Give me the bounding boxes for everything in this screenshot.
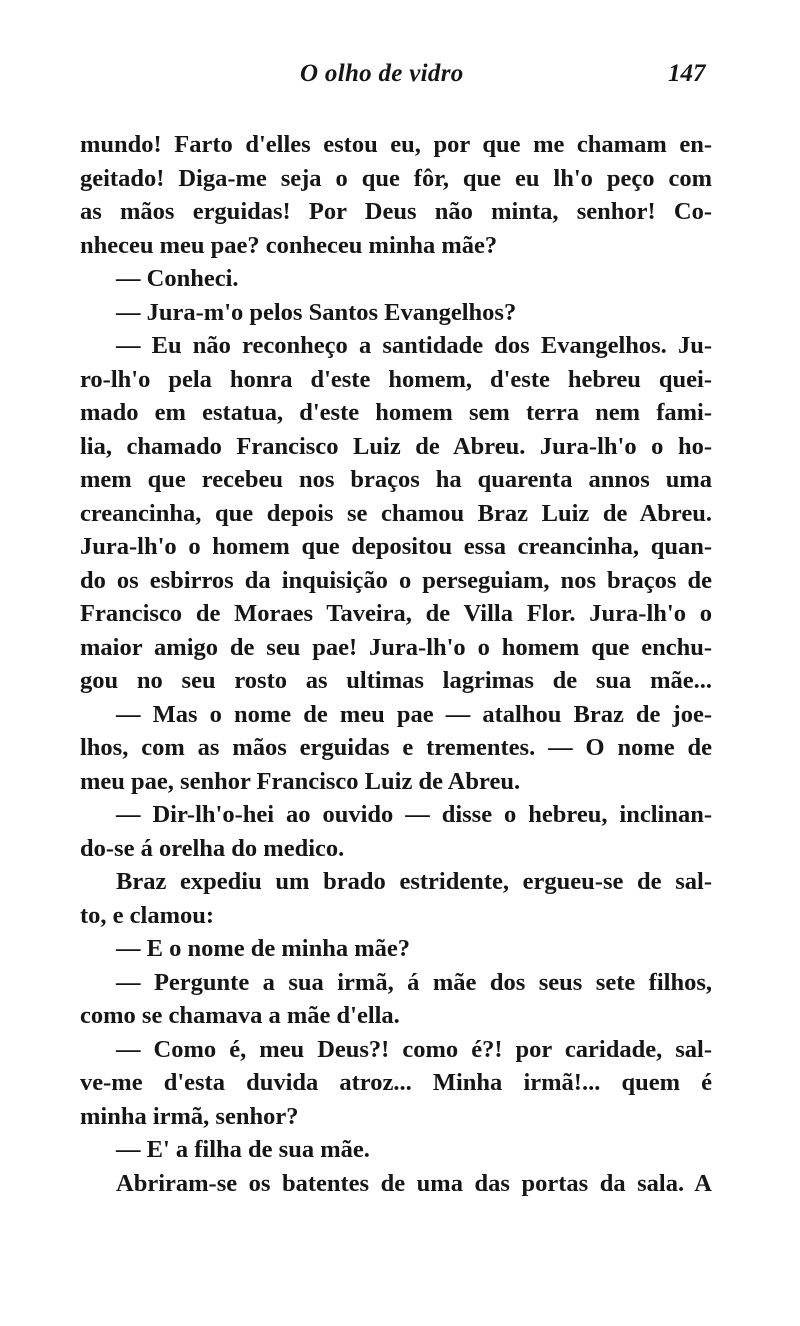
text-line: lhos, com as mãos erguidas e trementes. — O nome de bbox=[80, 734, 712, 761]
text-line: minha irmã, senhor? bbox=[80, 1102, 299, 1130]
text-line: Braz expediu um brado estridente, ergueu-se de sal- bbox=[116, 868, 712, 895]
page-number: 147 bbox=[668, 60, 706, 87]
text-line: — E' a filha de sua mãe. bbox=[116, 1136, 370, 1163]
text-line: lia, chamado Francisco Luiz de Abreu. Jura-lh'o o ho- bbox=[80, 432, 712, 460]
text-line: — Conheci. bbox=[116, 265, 239, 292]
text-line: meu pae, senhor Francisco Luiz de Abreu. bbox=[80, 767, 521, 795]
text-line: Jura-lh'o o homem que depositou essa creancinha, quan- bbox=[80, 533, 712, 560]
text-line: — Mas o nome de meu pae — atalhou Braz de joe- bbox=[116, 700, 712, 728]
text-line: — Pergunte a sua irmã, á mãe dos seus sete filhos, bbox=[116, 968, 712, 996]
text-line: mundo! Farto d'elles estou eu, por que me chamam en- bbox=[80, 131, 712, 158]
text-line: maior amigo de seu pae! Jura-lh'o o homem que enchu- bbox=[80, 633, 712, 661]
body-text bbox=[80, 128, 712, 1200]
text-line: como se chamava a mãe d'ella. bbox=[80, 1002, 400, 1029]
text-line: mem que recebeu nos braços ha quarenta annos uma bbox=[80, 466, 712, 493]
text-line: — Como é, meu Deus?! como é?! por caridade, sal- bbox=[116, 1035, 712, 1063]
text-line: as mãos erguidas! Por Deus não minta, senhor! Co- bbox=[80, 198, 712, 225]
text-line: do os esbirros da inquisição o perseguiam, nos braços de bbox=[80, 566, 712, 594]
text-line: gou no seu rosto as ultimas lagrimas de sua mãe... bbox=[80, 667, 712, 694]
text-line: geitado! Diga-me seja o que fôr, que eu lh'o peço com bbox=[80, 164, 712, 192]
page-header bbox=[0, 60, 800, 96]
text-line: — Jura-m'o pelos Santos Evangelhos? bbox=[116, 298, 517, 326]
text-line: creancinha, que depois se chamou Braz Luiz de Abreu. bbox=[80, 499, 712, 527]
text-line: do-se á orelha do medico. bbox=[80, 834, 345, 862]
text-line: Francisco de Moraes Taveira, de Villa Flor. Jura-lh'o o bbox=[80, 600, 712, 627]
text-line: — Dir-lh'o-hei ao ouvido — disse o hebreu, inclinan- bbox=[116, 801, 712, 828]
text-line: mado em estatua, d'este homem sem terra nem fami- bbox=[80, 399, 712, 426]
text-line: ve-me d'esta duvida atroz... Minha irmã!... quem é bbox=[80, 1069, 712, 1096]
text-line: — Eu não reconheço a santidade dos Evangelhos. Ju- bbox=[116, 332, 712, 359]
text-line: to, e clamou: bbox=[80, 901, 215, 929]
text-line: Abriram-se os batentes de uma das portas da sala. A bbox=[116, 1169, 712, 1197]
text-line: nheceu meu pae? conheceu minha mãe? bbox=[80, 231, 498, 259]
text-line: ro-lh'o pela honra d'este homem, d'este hebreu quei- bbox=[80, 365, 712, 393]
running-title: O olho de vidro bbox=[300, 60, 464, 87]
text-line: — E o nome de minha mãe? bbox=[116, 935, 410, 962]
